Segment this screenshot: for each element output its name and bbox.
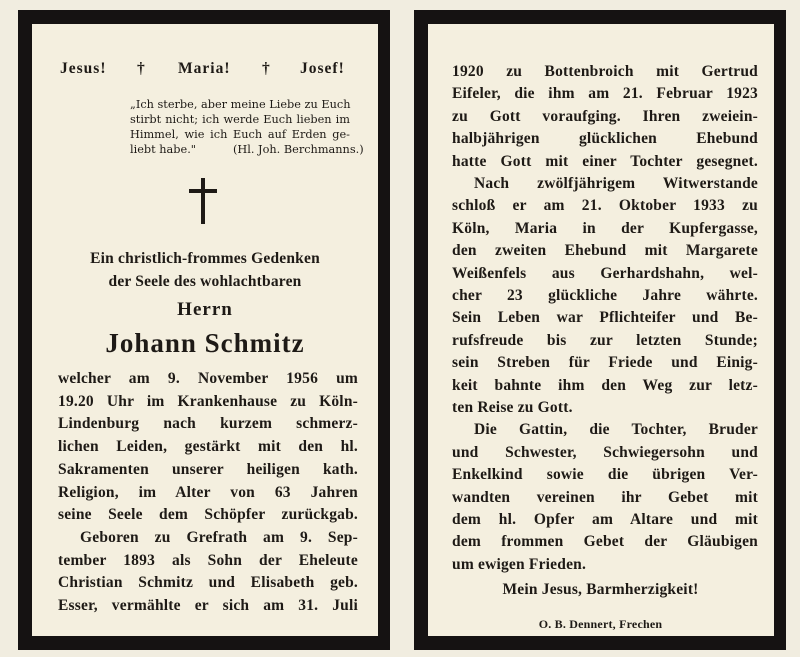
body-line: tember 1893 als Sohn der Eheleute	[58, 551, 358, 569]
body-line: lichen Leiden, gestärkt mit den hl.	[58, 438, 358, 456]
body-line: ten Reise zu Gott.	[452, 399, 573, 416]
body-line: hatte Gott mit einer Tochter gesegnet.	[452, 152, 758, 170]
body-line: Sakramenten unserer heiligen kath.	[58, 460, 358, 478]
body-line: Esser, vermählte er sich am 31. Juli	[58, 597, 358, 614]
closing-prayer: Mein Jesus, Barmherzigkeit!	[502, 581, 699, 598]
body-line: Religion, im Alter von 63 Jahren	[58, 483, 358, 501]
body-line: welcher am 9. November 1956 um	[58, 370, 358, 387]
body-line: Geboren zu Grefrath am 9. Sep-	[80, 528, 358, 546]
body-line: Enkelkind sowie die übrigen Ver-	[452, 466, 758, 484]
body-line: rufsfreude bis zur letzten Stunde;	[452, 331, 758, 349]
deceased-name: Johann Schmitz	[105, 328, 305, 358]
quote-author: (Hl. Joh. Berchmanns.)	[233, 143, 364, 156]
body-line: keit bahnte ihm den Weg zur letz-	[452, 376, 758, 394]
body-line: dem hl. Opfer am Altare und mit	[452, 511, 758, 528]
body-line: schloß er am 21. Oktober 1933 zu	[452, 197, 758, 215]
body-line: Christian Schmitz und Elisabeth geb.	[58, 574, 358, 592]
body-line: um ewigen Frieden.	[452, 555, 587, 573]
body-line: dem frommen Gebet der Gläubigen	[452, 533, 758, 551]
body-line: cher 23 glückliche Jahre währte.	[452, 287, 758, 304]
body-line: seine Seele dem Schöpfer zurückgab.	[58, 506, 358, 524]
quote-line: „Ich sterbe, aber meine Liebe zu Euch	[130, 98, 351, 111]
cross-icon	[189, 178, 217, 224]
body-line: und Schwester, Schwiegersohn und	[452, 443, 758, 461]
intro-line: Ein christlich-frommes Gedenken	[90, 250, 320, 267]
body-line: Sein Leben war Pflichteifer und Be-	[452, 309, 758, 327]
quote-line: liebt habe."	[130, 143, 196, 156]
body-line: Lindenburg nach kurzem schmerz-	[58, 415, 358, 433]
header-jesus: Jesus!	[60, 60, 107, 77]
salutation: Herrn	[177, 299, 233, 320]
body-line: wandten vereinen ihr Gebet mit	[452, 488, 758, 506]
dagger-icon: †	[137, 60, 146, 77]
quote-line: Himmel, wie ich Euch auf Erden ge-	[130, 128, 350, 141]
body-line: Köln, Maria in der Kupfergasse,	[452, 219, 758, 237]
right-card-panel	[414, 10, 786, 650]
body-line: Die Gattin, die Tochter, Bruder	[474, 421, 758, 439]
body-line: sein Streben für Friede und Einig-	[452, 354, 758, 372]
body-line: den zweiten Ehebund mit Margarete	[452, 242, 758, 260]
body-line: 1920 zu Bottenbroich mit Gertrud	[452, 63, 758, 80]
printer-credit: O. B. Dennert, Frechen	[538, 617, 663, 631]
header-maria: Maria!	[178, 60, 231, 77]
header-josef: Josef!	[300, 60, 345, 77]
body-line: Nach zwölfjährigem Witwerstande	[474, 175, 758, 192]
body-line: zu Gott voraufging. Ihren zweiein-	[452, 107, 758, 125]
quote-line: stirbt nicht; ich werde Euch lieben im	[130, 113, 350, 126]
body-line: Eifeler, die ihm am 21. Februar 1923	[452, 85, 758, 103]
body-line: halbjährigen glücklichen Ehebund	[452, 130, 758, 148]
intro-line: der Seele des wohlachtbaren	[108, 273, 302, 290]
body-line: 19.20 Uhr im Krankenhause zu Köln-	[58, 392, 358, 410]
dagger-icon: †	[262, 60, 271, 77]
body-line: Weißenfels aus Gerhardshahn, wel-	[452, 264, 758, 282]
